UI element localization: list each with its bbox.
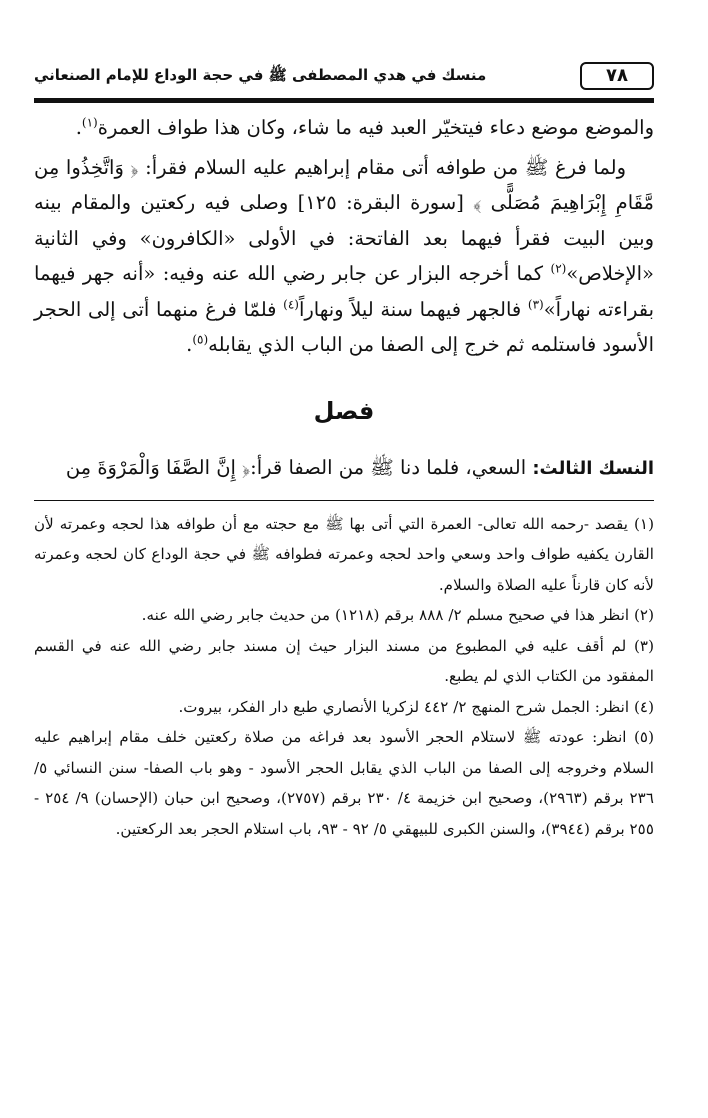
section-text: السعي، فلما دنا ﷺ من الصفا قرأ:﴿ إِنَّ الصَّفَا وَالْمَرْوَةَ مِن bbox=[65, 455, 533, 479]
footnote-2: (٢) انظر هذا في صحيح مسلم ٢/ ٨٨٨ برقم (١٢١٨) من حديث جابر رضي الله عنه. bbox=[141, 606, 654, 624]
footnote-ref-5: (٥) bbox=[192, 332, 209, 347]
section-heading: فصل bbox=[313, 396, 375, 425]
footnote-ref-1: (١) bbox=[81, 115, 98, 130]
footnotes bbox=[34, 509, 654, 845]
section-first-line bbox=[34, 451, 654, 486]
footnote-1: (١) يقصد -رحمه الله تعالى- العمرة التي أتى بها ﷺ مع حجته مع أن طوافه هذا لحجه وعمرته لأن القارن يكفيه طواف واحد وسعي واحد لحجه وعمرته فطوافه ﷺ في حجة الوداع كان لحجه وعمرته لأنه كان قارناً عليه الصلاة والسلام. bbox=[34, 514, 654, 594]
main-text bbox=[34, 110, 654, 363]
footnote-ref-2: (٢) bbox=[550, 261, 567, 276]
footnote-3: (٣) لم أقف عليه في المطبوع من مسند البزار حيث إن مسند جابر رضي الله عنه في القسم المفقود من الكتاب الذي لم يطبع. bbox=[34, 636, 654, 685]
footnote-ref-4: (٤) bbox=[283, 297, 299, 311]
header-rule bbox=[34, 98, 654, 103]
paragraph-2-text-c: فالجهر فيهما سنة ليلاً ونهاراً bbox=[298, 297, 528, 321]
paragraph-1-text: والموضع موضع دعاء فيتخيّر العبد فيه ما شاء، وكان هذا طواف العمرة bbox=[97, 116, 654, 139]
page-header bbox=[34, 60, 654, 102]
footnote-5: (٥) انظر: عودته ﷺ لاستلام الحجر الأسود بعد فراغه من صلاة ركعتين خلف مقام إبراهيم عليه السلام وخروجه إلى الصفا من الباب الذي يقابل الحجر الأسود - وهو باب الصفا- سنن النسائي ٥/ ٢٣٦ برقم (٢٩٦٣)، وصحيح ابن خزيمة ٤/ ٢٣٠ برقم (٢٧٥٧)، وصحيح ابن حبان (الإحسان) ٩/ ٢٥٤ - ٢٥٥ برقم (٣٩٤٤)، والسنن الكبرى للبيهقي ٥/ ٩٢ - ٩٣، باب استلام الحجر بعد الركعتين. bbox=[34, 728, 654, 838]
paragraph-2-end: . bbox=[186, 333, 193, 356]
footnote-4: (٤) انظر: الجمل شرح المنهج ٢/ ٤٤٢ لزكريا الأنصاري طبع دار الفكر، بيروت. bbox=[178, 697, 654, 716]
paragraph-1 bbox=[34, 110, 654, 146]
footnote-ref-3: (٣) bbox=[527, 297, 544, 311]
book-page bbox=[34, 60, 654, 1100]
paragraph-2-text-b: كما أخرجه البزار عن جابر رضي الله عنه وفيه: «أنه جهر فيهما بقراءته نهاراً» bbox=[34, 262, 655, 321]
paragraph-2-text-d: فلمّا فرغ منهما أتى إلى الحجر الأسود فاستلمه ثم خرج إلى الصفا من الباب الذي يقابله bbox=[34, 297, 654, 356]
running-title: منسك في هدي المصطفى ﷺ في حجة الوداع للإمام الصنعاني bbox=[34, 66, 487, 84]
paragraph-2 bbox=[34, 150, 654, 363]
paragraph-2-text-a: ولما فرغ ﷺ من طوافه أتى مقام إبراهيم عليه السلام فقرأ: ﴿ وَاتَّخِذُوا مِن مَّقَامِ إِبْرَاهِيمَ مُصَلًّى ﴾ [سورة البقرة: ١٢٥] وصلى فيه ركعتين والمقام بينه وبين البيت فقرأ فيهما بعد الفاتحة: في الأولى «الكافرون» وفي الثانية «الإخلاص» bbox=[34, 155, 654, 285]
paragraph-1-end: . bbox=[75, 116, 82, 139]
page-number: ٧٨ bbox=[580, 62, 654, 90]
section-label: النسك الثالث: bbox=[532, 457, 654, 479]
footnote-separator bbox=[34, 500, 654, 501]
